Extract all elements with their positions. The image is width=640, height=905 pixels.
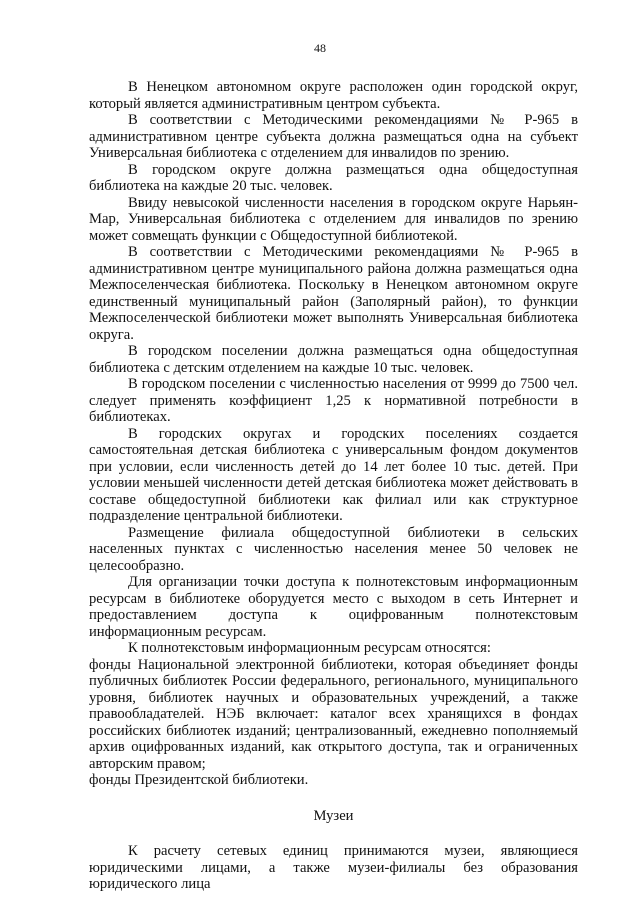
section-heading-museums: Музеи: [313, 807, 354, 824]
paragraph-interdistrict-library: В соответствии с Методическими рекомендациями № Р-965 в административном центре муниципального района должна размещаться одна Межпоселенческая библиотека. Поскольку в Ненецком автономном округе единственный муниципальный район (Заполярный район), то функции Межпоселенческой библиотеки может выполнять Универсальная библиотека округа.: [89, 244, 578, 343]
page-number: 48: [314, 41, 326, 55]
paragraph-settlement-library: В городском поселении должна размещаться одна общедоступная библиотека с детским отделением на каждые 10 тыс. человек.: [89, 343, 578, 376]
paragraph-coefficient: В городском поселении с численностью населения от 9999 до 7500 чел. следует применять коэффициент 1,25 к нормативной потребности в библиотеках.: [89, 376, 578, 425]
paragraph-access-point: Для организации точки доступа к полнотекстовым информационным ресурсам в библиотеке оборудуется место с выходом в сеть Интернет и предоставлением доступа к оцифрованным полнотекстовым информационным ресурсам.: [89, 574, 578, 640]
paragraph-universal-library: В соответствии с Методическими рекомендациями № Р-965 в административном центре субъекта должна размещаться одна на субъект Универсальная библиотека с отделением для инвалидов по зрению.: [89, 112, 578, 161]
list-item-presidential-library: фонды Президентской библиотеки.: [89, 772, 309, 788]
paragraph-naryan-mar: Ввиду невысокой численности населения в городском округе Нарьян-Мар, Универсальная библиотека с отделением для инвалидов по зрению может совмещать функции с Общедоступной библиотекой.: [89, 194, 578, 244]
paragraph-rural-branch: Размещение филиала общедоступной библиотеки в сельских населенных пунктах с численностью населения менее 50 человек не целесообразно.: [89, 524, 578, 574]
list-item-neb: фонды Национальной электронной библиотеки, которая объединяет фонды публичных библиотек России федерального, регионального, муниципального уровня, библиотек научных и образовательных учреждений, а также правообладателей. НЭБ включает: каталог всех хранящихся в фондах российских библиотек изданий; централизованный, ежедневно пополняемый архив оцифрованных изданий, как открытого доступа, так и ограниченных авторским правом;: [89, 656, 578, 772]
paragraph-resources-intro: К полнотекстовым информационным ресурсам относятся:: [128, 640, 491, 656]
paragraph-museums-network: К расчету сетевых единиц принимаются музеи, являющиеся юридическими лицами, а также музеи-филиалы без образования юридического лица: [89, 843, 578, 892]
paragraph-children-library: В городских округах и городских поселениях создается самостоятельная детская библиотека с универсальным фондом документов при условии, если численность детей до 14 лет более 10 тыс. детей. При условии меньшей численности детей детская библиотека может действовать в составе общедоступной библиотеки как филиал или как структурное подразделение центральной библиотеки.: [89, 425, 578, 524]
paragraph-city-library-norm: В городском округе должна размещаться одна общедоступная библиотека на каждые 20 тыс. человек.: [89, 161, 578, 194]
document-body: [89, 79, 578, 893]
paragraph-okrug-structure: В Ненецком автономном округе расположен один городской округ, который является административным центром субъекта.: [89, 79, 578, 112]
